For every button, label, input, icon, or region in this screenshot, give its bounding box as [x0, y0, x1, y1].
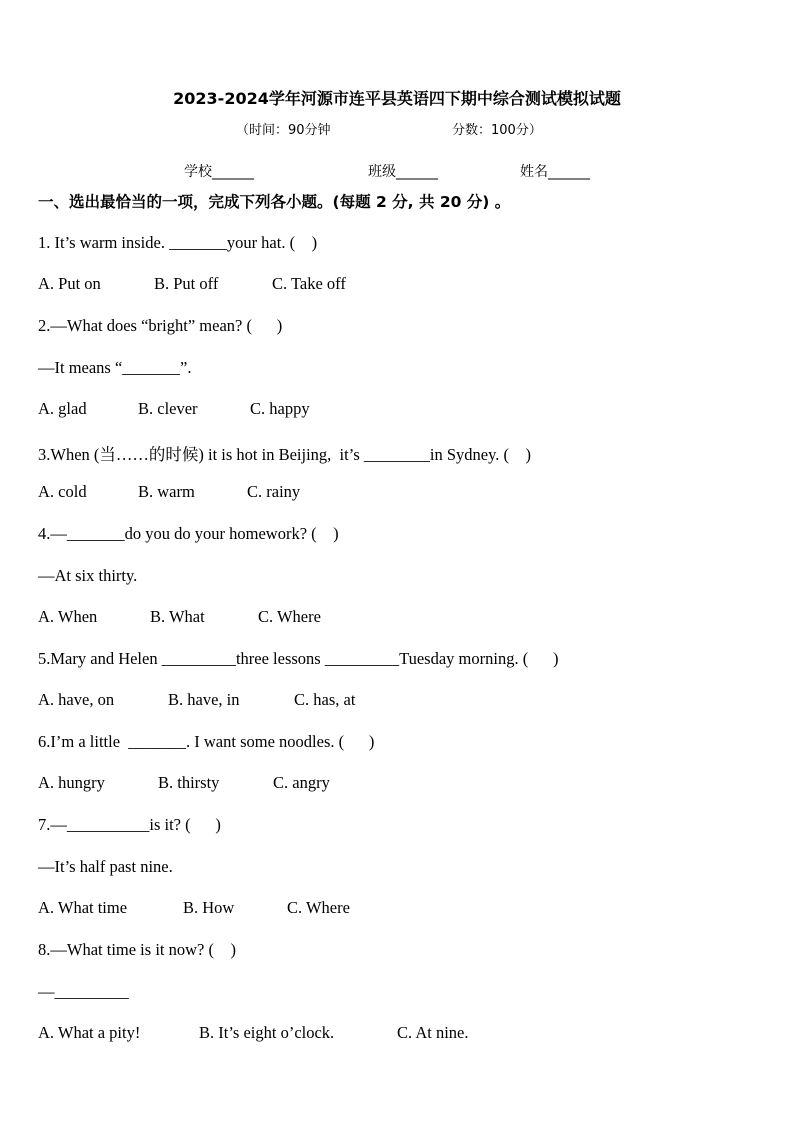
question-1-option-a: A. Put on	[38, 274, 101, 293]
question-4-option-c: C. Where	[258, 607, 321, 626]
question-1-option-c: C. Take off	[272, 274, 346, 293]
question-7-option-c: C. Where	[287, 898, 350, 917]
question-1-option-b: B. Put off	[154, 274, 219, 293]
question-1-stem: 1. It’s warm inside. _______your hat. ( )	[38, 233, 318, 252]
question-6-option-b: B. thirsty	[158, 773, 220, 792]
question-8-option-b: B. It’s eight o’clock.	[199, 1023, 335, 1042]
question-5-stem: 5.Mary and Helen _________three lessons _________Tuesday morning. ( )	[38, 649, 559, 668]
question-7-option-a: A. What time	[38, 898, 128, 917]
section-heading: 一、选出最恰当的一项，完成下列各小题。(每题 2 分, 共 20 分) 。	[38, 193, 511, 211]
question-4-stem: 4.—_______do you do your homework? ( )	[38, 524, 339, 543]
exam-time: （时间：90分钟	[236, 123, 331, 138]
question-6-stem: 6.I’m a little _______. I want some noodles. ( )	[38, 732, 375, 751]
question-4-option-a: A. When	[38, 607, 98, 626]
question-7-stem: 7.—__________is it? ( )	[38, 815, 221, 834]
question-3-option-a: A. cold	[38, 482, 87, 501]
question-3-option-b: B. warm	[138, 482, 195, 501]
question-6-option-c: C. angry	[273, 773, 330, 792]
question-8-option-c: C. At nine.	[397, 1023, 469, 1042]
school-field: 学校______	[184, 164, 254, 180]
question-5-option-b: B. have, in	[168, 690, 240, 709]
class-field: 班级______	[368, 164, 438, 180]
question-2-option-a: A. glad	[38, 399, 87, 418]
question-3-option-c: C. rainy	[247, 482, 301, 501]
question-8-stem: 8.—What time is it now? ( )	[38, 940, 236, 959]
exam-score: 分数：100分）	[452, 123, 542, 138]
exam-title: 2023-2024学年河源市连平县英语四下期中综合测试模拟试题	[173, 89, 621, 108]
question-7-option-b: B. How	[183, 898, 235, 917]
question-2-stem: 2.—What does “bright” mean? ( )	[38, 316, 283, 335]
question-3-stem: 3.When (当……的时候) it is hot in Beijing, it’s ________in Sydney. ( )	[38, 445, 531, 464]
question-5-option-a: A. have, on	[38, 690, 115, 709]
question-2-answer-line: —It means “_______”.	[38, 358, 192, 377]
question-8-answer-line: —_________	[38, 982, 129, 1001]
question-2-option-b: B. clever	[138, 399, 198, 418]
question-8-option-a: A. What a pity!	[38, 1023, 141, 1042]
question-5-option-c: C. has, at	[294, 690, 356, 709]
question-7-answer-line: —It’s half past nine.	[38, 857, 173, 876]
question-2-option-c: C. happy	[250, 399, 310, 418]
name-field: 姓名______	[520, 164, 590, 180]
question-6-option-a: A. hungry	[38, 773, 105, 792]
question-4-answer-line: —At six thirty.	[38, 566, 138, 585]
question-4-option-b: B. What	[150, 607, 205, 626]
